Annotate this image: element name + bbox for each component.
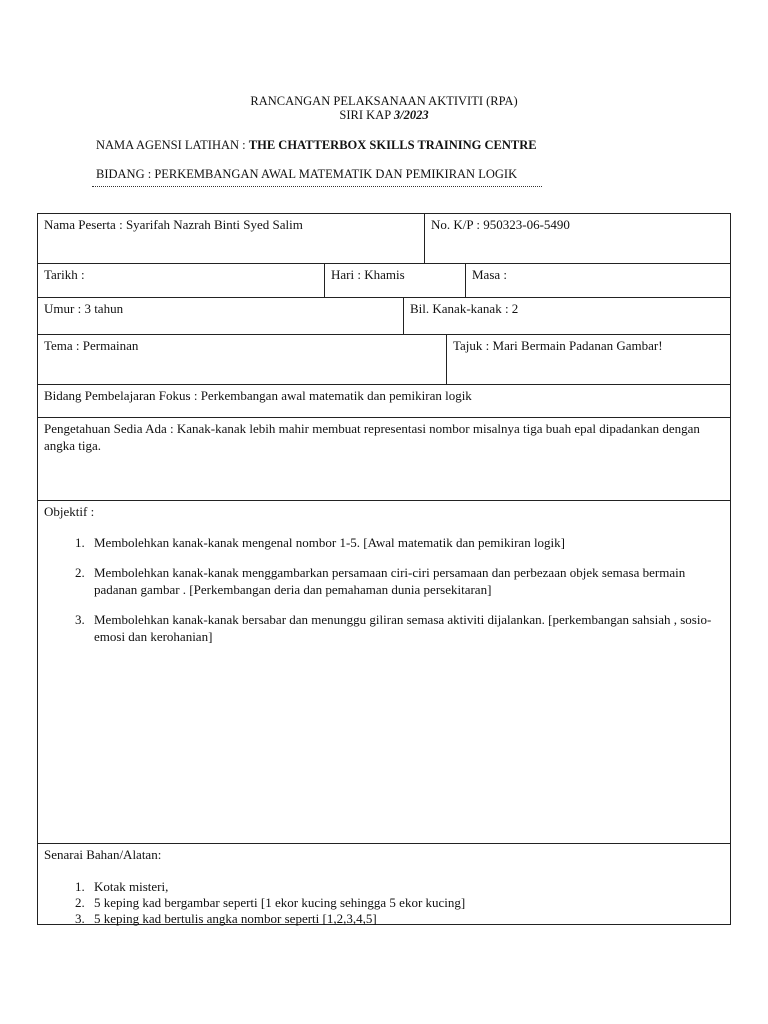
objektif-item: 3. Membolehkan kanak-kanak bersabar dan menunggu giliran semasa aktiviti dijalankan. [perkembangan sahsiah , sosio-emosi dan kerohanian] bbox=[88, 611, 724, 645]
objektif-label: Objektif : bbox=[44, 504, 95, 519]
bahan-cell bbox=[38, 844, 730, 924]
bidang-fokus: Bidang Pembelajaran Fokus : Perkembangan awal matematik dan pemikiran logik bbox=[44, 388, 472, 403]
bahan-item: 2. 5 keping kad bergambar seperti [1 ekor kucing sehingga 5 ekor kucing] bbox=[88, 895, 724, 911]
objektif-cell bbox=[38, 501, 730, 843]
hari-cell bbox=[324, 264, 465, 297]
masa: Masa : bbox=[472, 267, 508, 282]
no-kp: No. K/P : 950323-06-5490 bbox=[431, 217, 570, 232]
tarikh: Tarikh : bbox=[44, 267, 85, 282]
row-bahan bbox=[38, 844, 730, 924]
agency-label: NAMA AGENSI LATIHAN : bbox=[96, 138, 249, 152]
row-tema bbox=[38, 335, 730, 385]
row-umur bbox=[38, 298, 730, 335]
siri-line bbox=[0, 108, 768, 123]
agency-name: THE CHATTERBOX SKILLS TRAINING CENTRE bbox=[248, 138, 537, 152]
objektif-item: 1. Membolehkan kanak-kanak mengenal nombor 1-5. [Awal matematik dan pemikiran logik] bbox=[88, 534, 724, 551]
tema: Tema : Permainan bbox=[44, 338, 139, 353]
masa-cell bbox=[465, 264, 730, 297]
siri-number: 3/2023 bbox=[393, 108, 429, 122]
objektif-item: 2. Membolehkan kanak-kanak menggambarkan persamaan ciri-ciri persamaan dan perbezaan objek semasa bermain padanan gambar . [Perkembangan deria dan pemahaman dunia persekitaran] bbox=[88, 564, 724, 598]
row-peserta bbox=[38, 214, 730, 264]
pengetahuan-sedia-ada: Pengetahuan Sedia Ada : Kanak-kanak lebih mahir membuat representasi nombor misalnya tiga buah epal dipadankan dengan angka tiga. bbox=[44, 421, 700, 453]
rpa-form-table bbox=[37, 213, 731, 925]
tarikh-cell bbox=[38, 264, 324, 297]
nama-peserta: Nama Peserta : Syarifah Nazrah Binti Syed Salim bbox=[44, 217, 303, 232]
bahan-label: Senarai Bahan/Alatan: bbox=[44, 847, 162, 862]
no-kp-cell bbox=[424, 214, 730, 263]
tajuk: Tajuk : Mari Bermain Padanan Gambar! bbox=[453, 338, 663, 353]
bahan-list bbox=[44, 879, 724, 927]
pengetahuan-cell bbox=[38, 418, 730, 500]
umur: Umur : 3 tahun bbox=[44, 301, 124, 316]
bidang-fokus-cell bbox=[38, 385, 730, 417]
agency-line bbox=[96, 138, 537, 153]
row-pengetahuan bbox=[38, 418, 730, 501]
dotted-divider bbox=[92, 186, 542, 187]
siri-label: SIRI KAP bbox=[339, 108, 394, 122]
hari: Hari : Khamis bbox=[331, 267, 405, 282]
bil-kanak-cell bbox=[403, 298, 730, 334]
tema-cell bbox=[38, 335, 446, 384]
bidang-line: BIDANG : PERKEMBANGAN AWAL MATEMATIK DAN PEMIKIRAN LOGIK bbox=[96, 167, 518, 181]
row-bidang-fokus bbox=[38, 385, 730, 418]
row-objektif bbox=[38, 501, 730, 844]
umur-cell bbox=[38, 298, 403, 334]
row-tarikh bbox=[38, 264, 730, 298]
bahan-item: 1. Kotak misteri, bbox=[88, 879, 724, 895]
form-title: RANCANGAN PELAKSANAAN AKTIVITI (RPA) bbox=[250, 94, 518, 108]
objektif-list bbox=[44, 534, 724, 645]
bahan-item: 3. 5 keping kad bertulis angka nombor seperti [1,2,3,4,5] bbox=[88, 911, 724, 927]
tajuk-cell bbox=[446, 335, 730, 384]
bil-kanak-kanak: Bil. Kanak-kanak : 2 bbox=[410, 301, 519, 316]
nama-peserta-cell bbox=[38, 214, 424, 263]
